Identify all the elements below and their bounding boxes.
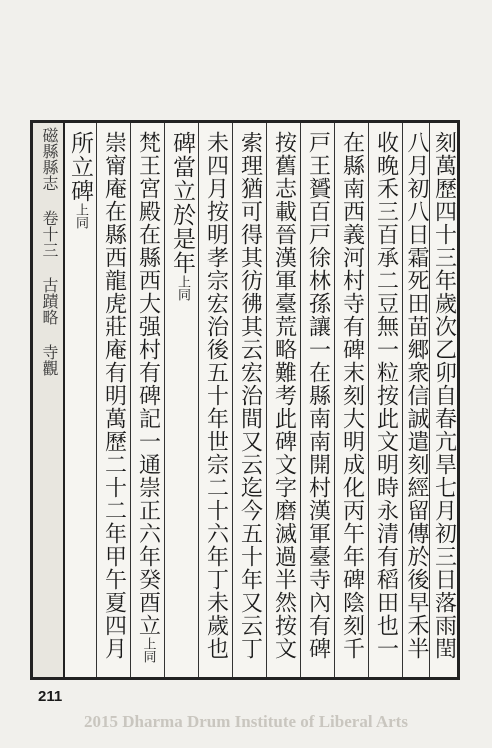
margin-strip <box>33 123 65 677</box>
column-text: 梵王宮殿在縣西大强村有碑記一通崇正六年癸酉立 <box>135 131 161 637</box>
column-text: 所立碑 <box>67 131 93 203</box>
text-column <box>430 123 457 677</box>
page-number: 211 <box>38 688 63 705</box>
text-column <box>199 123 233 677</box>
column-text: 碑當立於是年 <box>169 131 195 275</box>
column-text: 崇甯庵在縣西龍虎莊庵有明萬歷二十二年甲午夏四月 <box>101 131 127 660</box>
column-text: 按舊志載晉漢軍臺荒略難考此碑文字磨滅過半然按文 <box>271 131 297 660</box>
column-text: 未四月按明孝宗宏治後五十年世宗二十六年丁未歲也 <box>203 131 229 660</box>
text-column <box>335 123 369 677</box>
column-annotation: 上同 <box>73 203 88 229</box>
text-column <box>97 123 131 677</box>
text-column <box>131 123 165 677</box>
text-column <box>267 123 301 677</box>
column-text: 戸王贇百戸徐林孫讓一在縣南南開村漢軍臺寺內有碑 <box>305 131 331 660</box>
text-column <box>165 123 199 677</box>
text-column <box>369 123 403 677</box>
column-annotation: 上同 <box>140 637 156 663</box>
column-text: 刻萬歷四十三年歲次乙卯自春亢旱七月初三日落雨閏 <box>431 131 457 660</box>
text-column <box>233 123 267 677</box>
text-column <box>301 123 335 677</box>
column-text: 在縣南西義河村寺有碑末刻大明成化丙午年碑陰刻千 <box>339 131 365 660</box>
margin-title: 磁縣縣志 卷十三 古蹟略 寺觀 <box>40 127 59 376</box>
text-column <box>403 123 430 677</box>
column-annotation: 上同 <box>175 275 190 301</box>
column-text: 收晚禾三百承二豆無一粒按此文明時永清有稻田也一 <box>373 131 399 660</box>
text-column <box>63 123 97 677</box>
column-text: 八月初八日霜死田苗郷衆信誠遣刻經留傳於後早禾半 <box>404 131 429 660</box>
watermark: 2015 Dharma Drum Institute of Liberal Arts <box>84 712 408 731</box>
column-text: 索理猶可得其彷彿其云宏治間又云迄今五十年又云丁 <box>237 131 263 660</box>
text-frame <box>30 120 460 680</box>
